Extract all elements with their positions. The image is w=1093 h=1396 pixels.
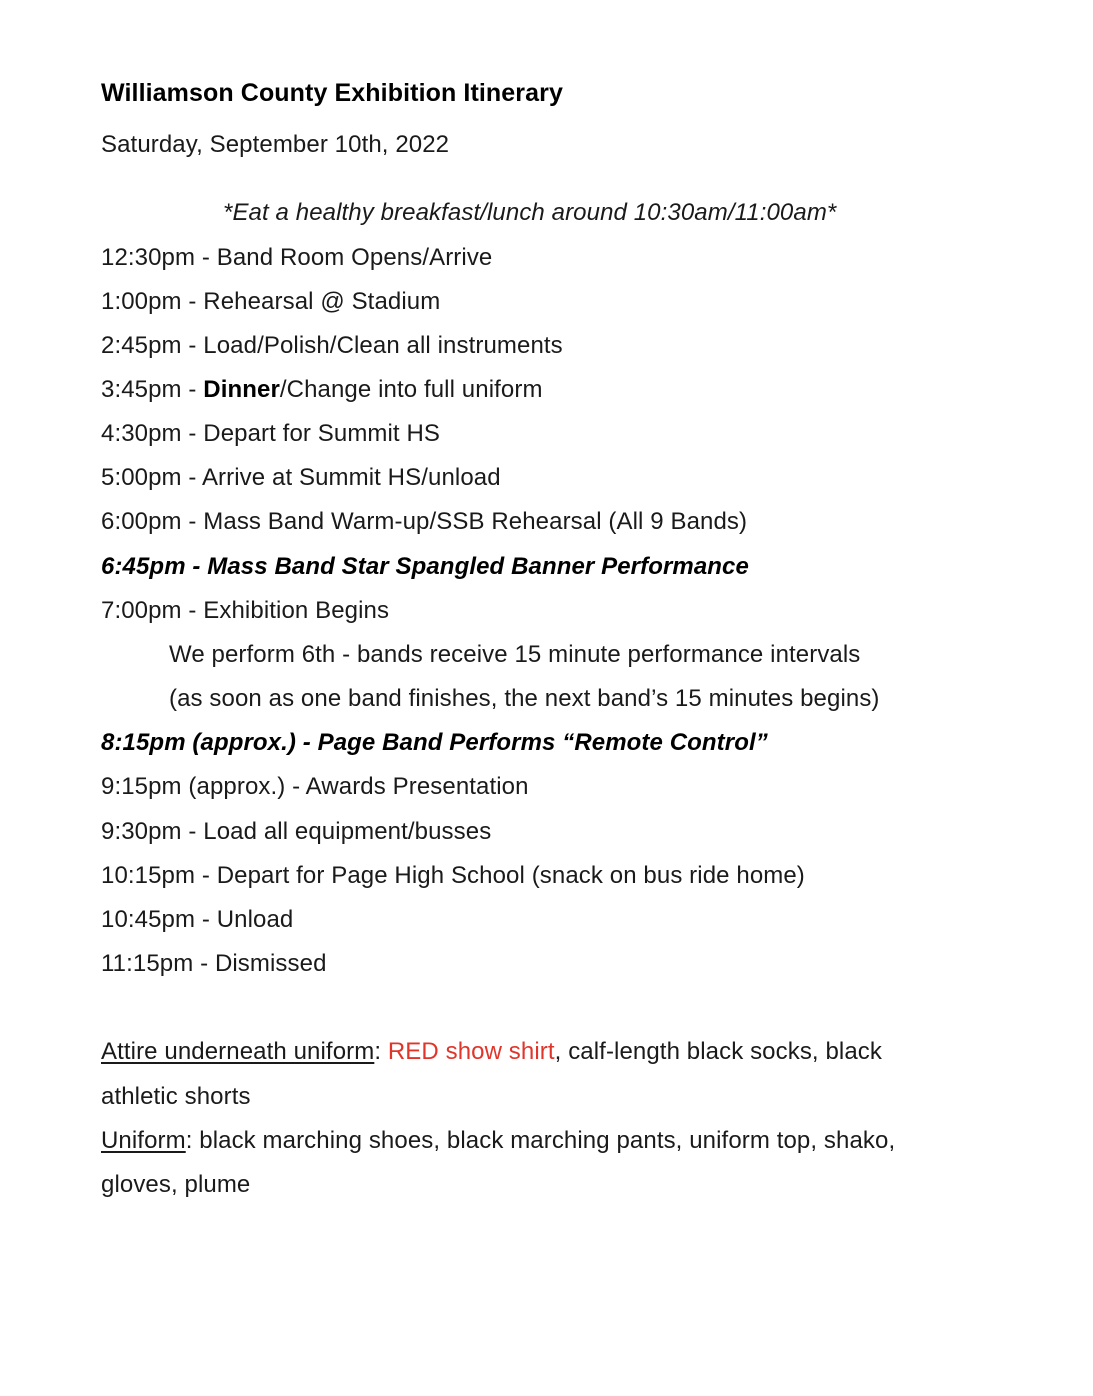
meal-note: *Eat a healthy breakfast/lunch around 10:30am/11:00am* [223,199,837,226]
red-shirt-highlight: RED show shirt [387,1038,555,1065]
attire-rest: , calf-length black socks, black [554,1038,882,1065]
attire-label: Attire underneath uniform [101,1038,375,1065]
uniform-label: Uniform [101,1127,186,1154]
schedule-item: 9:30pm - Load all equipment/busses [101,818,492,845]
schedule-subnote: We perform 6th - bands receive 15 minute performance intervals [169,641,861,668]
event-date: Saturday, September 10th, 2022 [101,131,450,158]
schedule-description: /Change into full uniform [279,376,543,403]
document-title: Williamson County Exhibition Itinerary [101,79,563,107]
attire-line [101,1036,882,1068]
schedule-subnote: (as soon as one band finishes, the next band’s 15 minutes begins) [169,685,880,712]
schedule-item-highlight: 6:45pm - Mass Band Star Spangled Banner Performance [101,553,749,580]
schedule-item: 1:00pm - Rehearsal @ Stadium [101,288,441,315]
attire-colon: : [374,1038,388,1065]
uniform-rest: : black marching shoes, black marching pants, uniform top, shako, [185,1127,896,1154]
schedule-time: 3:45pm - [101,376,204,403]
uniform-line [101,1125,895,1157]
schedule-item-highlight: 8:15pm (approx.) - Page Band Performs “Remote Control” [101,729,768,756]
schedule-item: 10:15pm - Depart for Page High School (snack on bus ride home) [101,862,805,889]
schedule-item: 11:15pm - Dismissed [101,950,327,977]
uniform-line-continued: gloves, plume [101,1171,251,1198]
schedule-item: 9:15pm (approx.) - Awards Presentation [101,773,529,800]
attire-line-continued: athletic shorts [101,1083,251,1110]
schedule-item: 6:00pm - Mass Band Warm-up/SSB Rehearsal (All 9 Bands) [101,508,748,535]
schedule-item: 2:45pm - Load/Polish/Clean all instruments [101,332,563,359]
schedule-item-dinner [101,374,543,406]
schedule-item: 10:45pm - Unload [101,906,294,933]
schedule-item: 5:00pm - Arrive at Summit HS/unload [101,464,501,491]
schedule-item: 12:30pm - Band Room Opens/Arrive [101,244,493,271]
dinner-emphasis: Dinner [203,376,280,403]
schedule-item: 4:30pm - Depart for Summit HS [101,420,441,447]
schedule-item: 7:00pm - Exhibition Begins [101,597,390,624]
